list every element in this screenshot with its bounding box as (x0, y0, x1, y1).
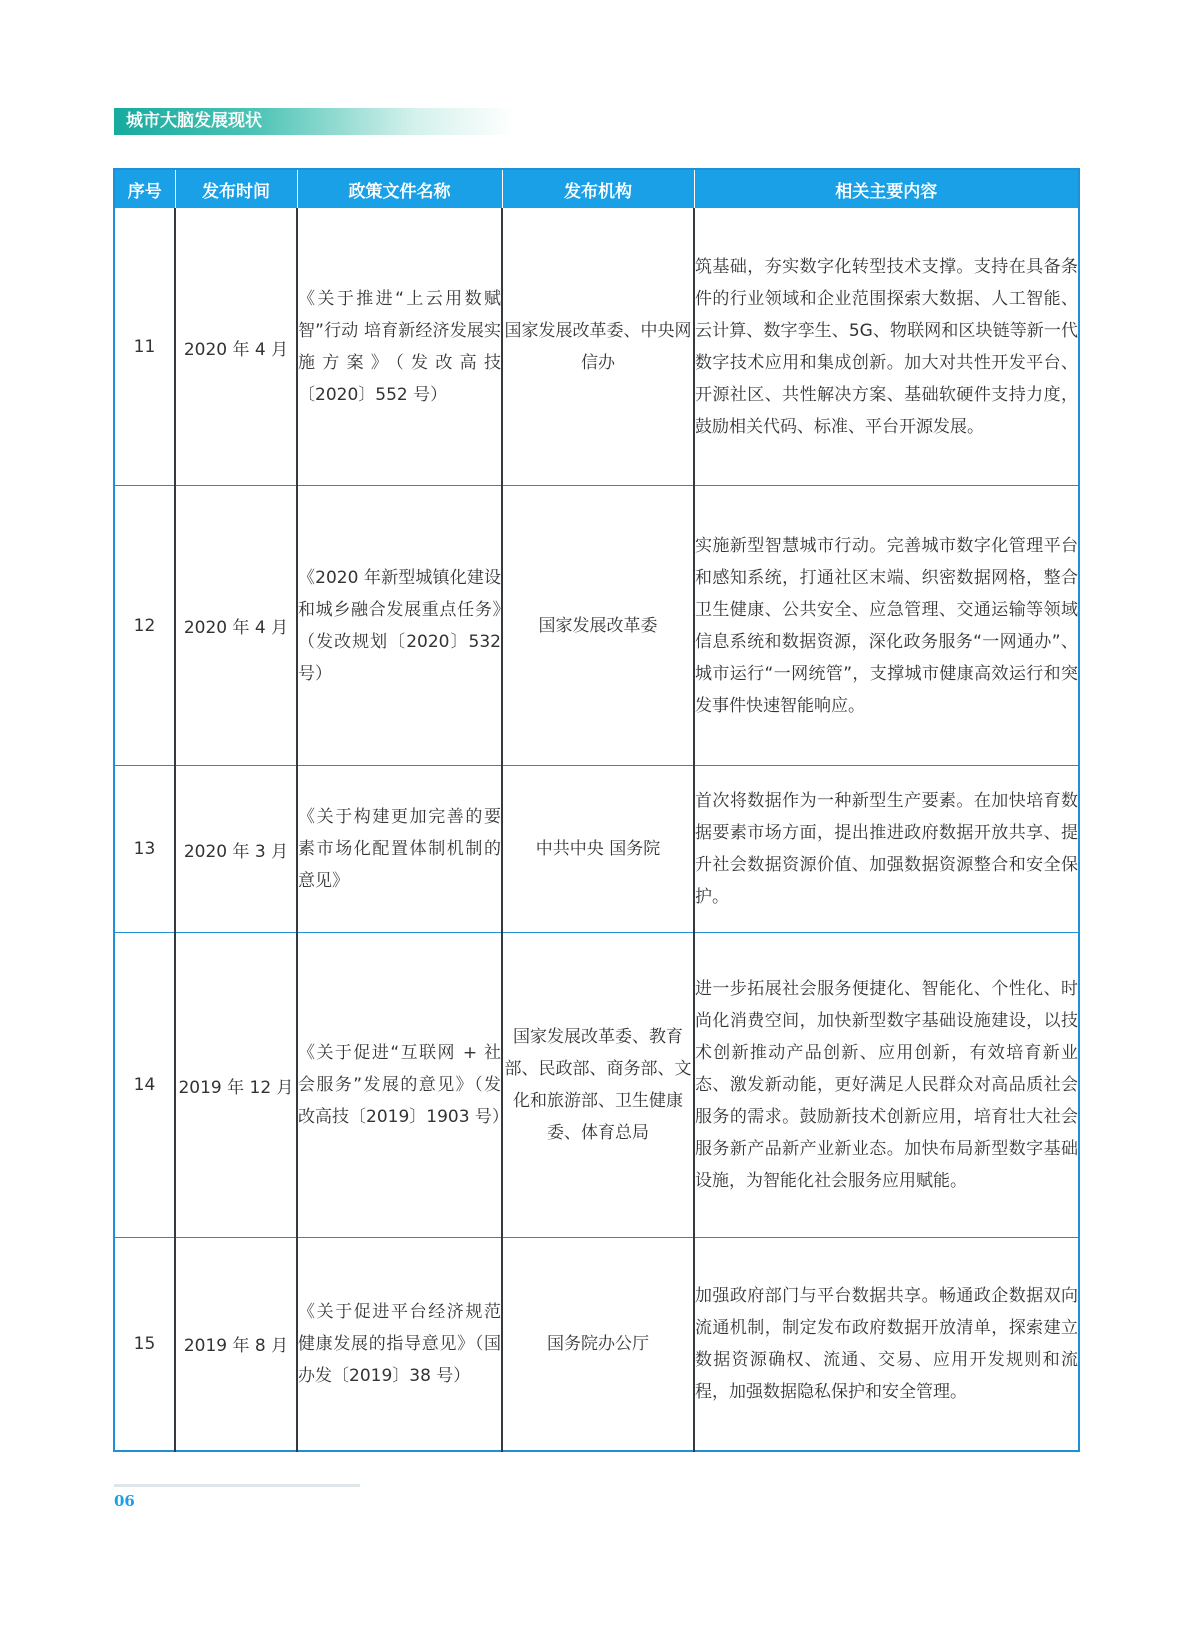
table-row (114, 766, 1079, 933)
row-index: 14 (114, 933, 175, 1238)
row-content: 首次将数据作为一种新型生产要素。在加快培育数据要素市场方面，提出推进政府数据开放共享、提升社会数据资源价值、加强数据资源整合和安全保护。 (694, 766, 1079, 933)
row-issuer: 国家发展改革委、教育部、民政部、商务部、文化和旅游部、卫生健康委、体育总局 (502, 933, 694, 1238)
row-policy-name: 《关于促进平台经济规范健康发展的指导意见》（国办发〔2019〕38 号） (297, 1238, 502, 1451)
row-index: 15 (114, 1238, 175, 1451)
row-content: 实施新型智慧城市行动。完善城市数字化管理平台和感知系统，打通社区末端、织密数据网格，整合卫生健康、公共安全、应急管理、交通运输等领域信息系统和数据资源，深化政务服务“一网通办”、城市运行“一网统管”，支撑城市健康高效运行和突发事件快速智能响应。 (694, 486, 1079, 766)
header-issuer: 发布机构 (502, 169, 694, 209)
row-index: 12 (114, 486, 175, 766)
header-content: 相关主要内容 (694, 169, 1079, 209)
row-content: 筑基础，夯实数字化转型技术支撑。支持在具备条件的行业领域和企业范围探索大数据、人工智能、云计算、数字孪生、5G、物联网和区块链等新一代数字技术应用和集成创新。加大对共性开发平台、开源社区、共性解决方案、基础软硬件支持力度，鼓励相关代码、标准、平台开源发展。 (694, 209, 1079, 486)
footer-divider (114, 1484, 360, 1487)
header-date: 发布时间 (175, 169, 297, 209)
row-issuer: 中共中央 国务院 (502, 766, 694, 933)
row-issuer: 国家发展改革委 (502, 486, 694, 766)
header-index: 序号 (114, 169, 175, 209)
row-date: 2019 年 8 月 (175, 1238, 297, 1451)
table-row (114, 933, 1079, 1238)
row-index: 11 (114, 209, 175, 486)
row-policy-name: 《关于促进“互联网 + 社会服务”发展的意见》（发改高技〔2019〕1903 号） (297, 933, 502, 1238)
row-index: 13 (114, 766, 175, 933)
page-number: 06 (114, 1492, 135, 1510)
table-row (114, 1238, 1079, 1451)
table-row (114, 486, 1079, 766)
row-issuer: 国家发展改革委、中央网信办 (502, 209, 694, 486)
section-header (114, 108, 514, 135)
row-date: 2020 年 4 月 (175, 486, 297, 766)
policy-table (113, 168, 1080, 1452)
section-title: 城市大脑发展现状 (126, 111, 262, 131)
header-policy-name: 政策文件名称 (297, 169, 502, 209)
row-content: 加强政府部门与平台数据共享。畅通政企数据双向流通机制，制定发布政府数据开放清单，探索建立数据资源确权、流通、交易、应用开发规则和流程，加强数据隐私保护和安全管理。 (694, 1238, 1079, 1451)
table-header-row (114, 169, 1079, 209)
row-policy-name: 《关于推进“上云用数赋智”行动 培育新经济发展实施方案》（发改高技〔2020〕552 号） (297, 209, 502, 486)
row-issuer: 国务院办公厅 (502, 1238, 694, 1451)
row-date: 2020 年 4 月 (175, 209, 297, 486)
row-policy-name: 《关于构建更加完善的要素市场化配置体制机制的意见》 (297, 766, 502, 933)
row-date: 2020 年 3 月 (175, 766, 297, 933)
row-policy-name: 《2020 年新型城镇化建设和城乡融合发展重点任务》（发改规划〔2020〕532 号） (297, 486, 502, 766)
table-row (114, 209, 1079, 486)
row-date: 2019 年 12 月 (175, 933, 297, 1238)
row-content: 进一步拓展社会服务便捷化、智能化、个性化、时尚化消费空间，加快新型数字基础设施建设，以技术创新推动产品创新、应用创新，有效培育新业态、激发新动能，更好满足人民群众对高品质社会服务的需求。鼓励新技术创新应用，培育壮大社会服务新产品新产业新业态。加快布局新型数字基础设施，为智能化社会服务应用赋能。 (694, 933, 1079, 1238)
